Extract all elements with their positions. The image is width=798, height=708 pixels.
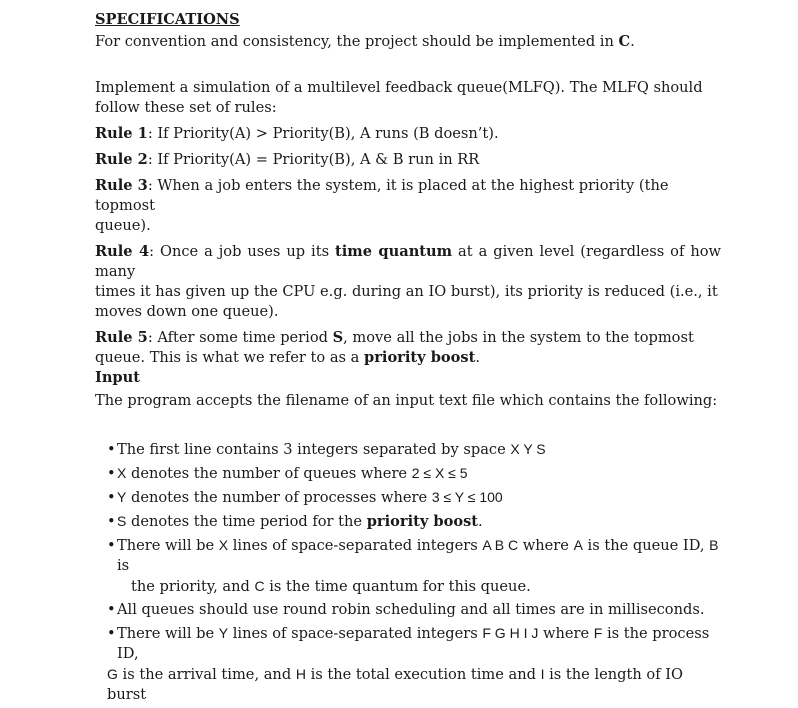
intro-period: . [630, 33, 635, 50]
bullet-icon: • [107, 625, 116, 642]
bullet-5-text-b: lines of space-separated integers [228, 537, 483, 554]
rule-5-text-b: , move all the jobs in the system to the topmost [343, 329, 694, 346]
bullet-7-text-b: lines of space-separated integers [228, 625, 483, 642]
rule-5-label: Rule 5 [95, 329, 148, 346]
rule-3 [95, 176, 721, 236]
list-item [95, 623, 721, 705]
bullet-5-line-2 [131, 576, 721, 597]
bullet-7-text-a: There will be [117, 625, 219, 642]
bullet-4-text: denotes the time period for the [126, 513, 367, 530]
bullet-7-line-2-b: is the total execution time and [305, 666, 541, 683]
rule-5-line-2 [95, 348, 721, 368]
bullet-5-var-x: X [218, 537, 229, 553]
intro-text: For convention and consistency, the project should be implemented in [95, 33, 619, 50]
bullet-icon: • [107, 489, 116, 506]
rule-5-line-2-b: . [475, 349, 480, 366]
bullet-icon: • [107, 441, 116, 458]
rule-3-label: Rule 3 [95, 177, 148, 194]
bullet-1-text: The first line contains 3 integers separated by space [117, 441, 511, 458]
bullet-icon: • [107, 465, 116, 482]
bullet-3-var: Y [117, 489, 127, 505]
rule-2 [95, 150, 721, 170]
bullet-2-range: 2 ≤ X ≤ 5 [411, 465, 468, 481]
list-item [95, 600, 721, 620]
bullet-7-text-c: where [538, 625, 594, 642]
list-item [95, 463, 721, 484]
rule-4-text-line-2: times it has given up the CPU e.g. during an IO burst), its priority is reduced (i.e., it [95, 283, 718, 300]
bullet-7-var-i: I [540, 666, 545, 682]
list-item [95, 487, 721, 508]
mlfq-paragraph [95, 78, 721, 118]
bullet-3-text: denotes the number of processes where [126, 489, 432, 506]
bullet-7-line-2 [107, 664, 721, 705]
rule-3-text-line-2: queue). [95, 217, 151, 234]
bullet-5-text-d: is the queue ID, [582, 537, 710, 554]
rule-5-text-a: : After some time period [147, 329, 333, 346]
rule-4-text-line-3: moves down one queue). [95, 303, 279, 320]
bullet-5-text-a: There will be [117, 537, 219, 554]
list-item [95, 439, 721, 460]
bullet-5-var-a: A [573, 537, 583, 553]
rule-5 [95, 328, 721, 368]
bullet-7-var-y: Y [218, 625, 229, 641]
specifications-heading: SPECIFICATIONS [95, 11, 240, 28]
bullet-4-end: . [478, 513, 483, 530]
rule-1 [95, 124, 721, 144]
input-description: The program accepts the filename of an input text file which contains the following: [95, 392, 718, 409]
bullet-5-var-abc: A B C [482, 537, 519, 553]
bullet-7-line-2-c: is the length of IO burst [107, 666, 683, 703]
input-heading: Input [95, 369, 140, 386]
bullet-5-var-c: C [254, 578, 265, 594]
bullet-5-text-c: where [518, 537, 574, 554]
bullet-5-text-e: is [117, 557, 130, 574]
bullet-icon: • [107, 513, 116, 530]
rule-2-text: : If Priority(A) = Priority(B), A & B run in RR [147, 151, 480, 168]
bullet-7-line-2-a: is the arrival time, and [117, 666, 296, 683]
language-name: C [618, 33, 631, 50]
bullet-4-priority-boost: priority boost [366, 513, 479, 530]
rule-5-line-2-a: queue. This is what we refer to as a [95, 349, 365, 366]
bullet-5-var-b: B [709, 537, 719, 553]
bullet-icon: • [107, 537, 116, 554]
bullet-4-var: S [117, 513, 127, 529]
rule-3-text-line-1: : When a job enters the system, it is placed at the highest priority (the topmost [95, 177, 669, 214]
bullet-2-var: X [117, 465, 127, 481]
rule-2-label: Rule 2 [95, 151, 148, 168]
mlfq-line-1: Implement a simulation of a multilevel feedback queue(MLFQ). The MLFQ should [95, 79, 703, 96]
document-page [95, 10, 721, 708]
mlfq-line-2: follow these set of rules: [95, 99, 277, 116]
rule-1-label: Rule 1 [95, 125, 148, 142]
bullet-6-text: All queues should use round robin scheduling and all times are in milliseconds. [117, 601, 705, 618]
bullet-7-text-d: is the process ID, [117, 625, 710, 662]
bullet-7-var-g: G [107, 666, 118, 682]
bullet-icon: • [107, 601, 116, 618]
bullet-3-range: 3 ≤ Y ≤ 100 [431, 489, 503, 505]
bullet-2-text: denotes the number of queues where [126, 465, 412, 482]
rule-4-time-quantum: time quantum [335, 243, 453, 260]
rule-4-text-a: : Once a job uses up its [149, 243, 336, 260]
rule-4-text-b: at a given level (regardless of how many [95, 243, 721, 280]
bullet-7-var-h: H [295, 666, 306, 682]
list-item [95, 511, 721, 532]
bullet-7-var-f: F [593, 625, 603, 641]
rule-4-label: Rule 4 [95, 243, 150, 260]
rule-1-text: : If Priority(A) > Priority(B), A runs (B doesn’t). [147, 125, 499, 142]
bullet-7-var-fghij: F G H I J [482, 625, 539, 641]
intro-paragraph [95, 32, 721, 52]
rule-4 [95, 242, 721, 322]
bullet-5-line-2-b: is the time quantum for this queue. [264, 578, 531, 595]
bullet-5-line-2-a: the priority, and [131, 578, 255, 595]
rule-5-priority-boost: priority boost [364, 349, 476, 366]
list-item [95, 535, 721, 597]
rule-5-s: S [332, 329, 344, 346]
input-bullet-list [95, 439, 721, 705]
bullet-1-var: X Y S [510, 441, 546, 457]
